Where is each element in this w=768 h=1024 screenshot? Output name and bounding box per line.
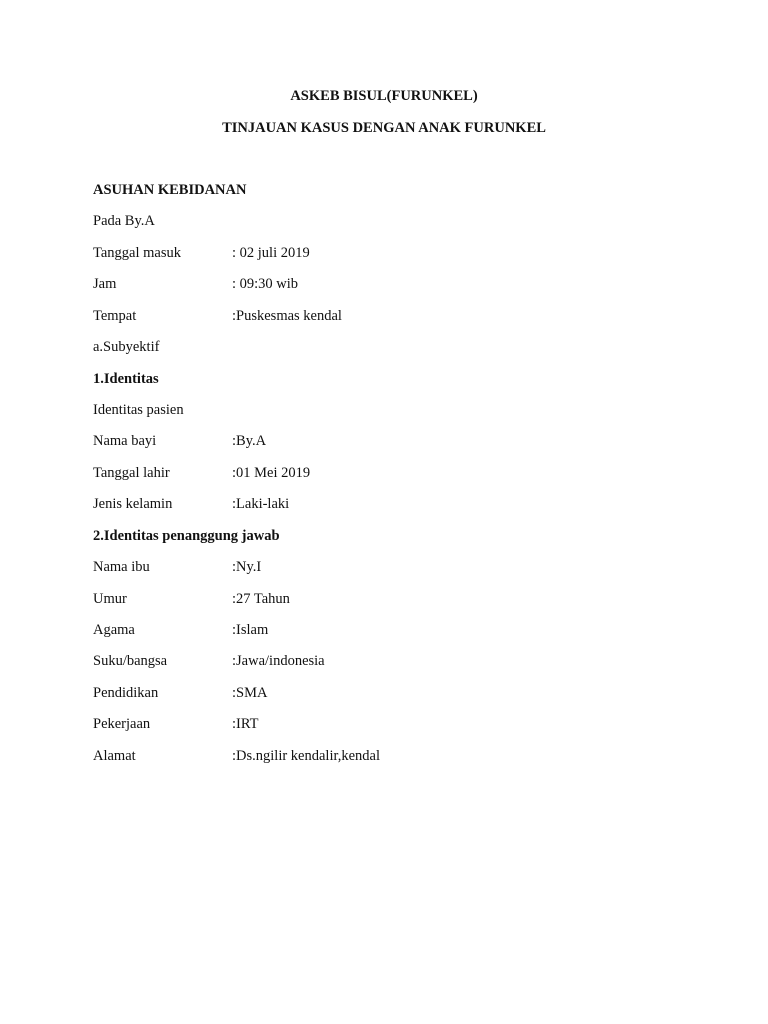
subjective-heading: a.Subyektif <box>93 339 160 355</box>
guardian-heading: 2.Identitas penanggung jawab <box>93 528 280 544</box>
field-value: :01 Mei 2019 <box>232 465 311 481</box>
field-label: Alamat <box>93 748 136 764</box>
field-value: :SMA <box>232 685 268 701</box>
field-value: :Laki-laki <box>232 496 290 512</box>
identity-heading: 1.Identitas <box>93 371 159 387</box>
field-value: :Puskesmas kendal <box>232 308 342 324</box>
field-label: Jam <box>93 276 117 292</box>
field-value: :By.A <box>232 433 267 449</box>
field-value: :Ny.I <box>232 559 262 575</box>
field-value: :Islam <box>232 622 269 638</box>
document-title: ASKEB BISUL(FURUNKEL) <box>290 88 478 104</box>
field-label: Tanggal lahir <box>93 465 170 481</box>
document-subtitle: TINJAUAN KASUS DENGAN ANAK FURUNKEL <box>222 120 546 136</box>
field-label: Tempat <box>93 308 137 324</box>
field-label: Pekerjaan <box>93 716 151 732</box>
field-label: Pendidikan <box>93 685 159 701</box>
field-value: :Jawa/indonesia <box>232 653 325 669</box>
field-value: : 09:30 wib <box>232 276 299 292</box>
field-label: Tanggal masuk <box>93 245 181 261</box>
field-label: Agama <box>93 622 135 638</box>
section-heading: ASUHAN KEBIDANAN <box>93 182 247 198</box>
field-value: : 02 juli 2019 <box>232 245 310 261</box>
field-label: Nama bayi <box>93 433 157 449</box>
field-value: :Ds.ngilir kendalir,kendal <box>232 748 381 764</box>
field-label: Nama ibu <box>93 559 150 575</box>
field-label: Suku/bangsa <box>93 653 168 669</box>
field-value: :27 Tahun <box>232 591 290 607</box>
patient-intro: Pada By.A <box>93 213 155 229</box>
field-value: :IRT <box>232 716 259 732</box>
field-label: Jenis kelamin <box>93 496 173 512</box>
patient-identity-label: Identitas pasien <box>93 402 184 418</box>
field-label: Umur <box>93 591 127 607</box>
